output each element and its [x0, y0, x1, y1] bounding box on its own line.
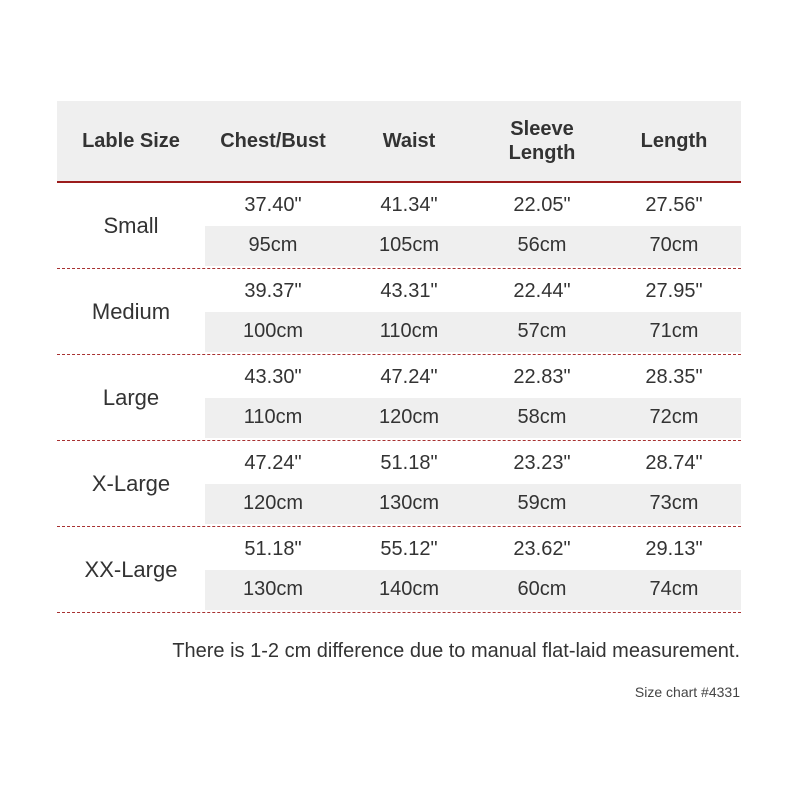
length-value: 28.35" — [645, 366, 703, 388]
length-value: 27.56" — [645, 194, 703, 216]
length-value: 29.13" — [645, 538, 703, 560]
table-row-cm — [205, 226, 741, 266]
length-value: 74cm — [649, 578, 699, 600]
chest-value: 51.18" — [244, 538, 302, 560]
length-value: 72cm — [649, 406, 699, 428]
table-row-cm — [205, 484, 741, 524]
table-row-cm — [205, 570, 741, 610]
size-name: XX-Large — [84, 556, 178, 582]
size-name: Medium — [91, 298, 171, 324]
waist-value: 110cm — [379, 320, 439, 342]
waist-value: 47.24" — [380, 366, 438, 388]
sleeve-value: 22.83" — [513, 366, 571, 388]
sleeve-value: 22.44" — [513, 280, 571, 302]
length-value: 27.95" — [645, 280, 703, 302]
header-sleeve-length — [477, 117, 607, 165]
header-length: Length — [640, 130, 708, 152]
chest-value: 43.30" — [244, 366, 302, 388]
sleeve-value: 58cm — [517, 406, 567, 428]
size-name: Large — [102, 384, 160, 410]
size-group-large — [57, 355, 741, 441]
sleeve-value: 23.62" — [513, 538, 571, 560]
sleeve-value: 57cm — [517, 320, 567, 342]
table-row-inches — [205, 358, 741, 398]
table-row-inches — [205, 272, 741, 312]
size-group-xx-large — [57, 527, 741, 613]
chest-value: 95cm — [248, 234, 298, 256]
waist-value: 140cm — [378, 578, 440, 600]
table-row-inches — [205, 186, 741, 226]
header-sleeve-line2: Length — [508, 142, 576, 164]
table-row-cm — [205, 398, 741, 438]
sleeve-value: 22.05" — [513, 194, 571, 216]
table-header — [57, 101, 741, 183]
header-chest: Chest/Bust — [220, 130, 326, 152]
waist-value: 51.18" — [380, 452, 438, 474]
waist-value: 55.12" — [380, 538, 438, 560]
sleeve-value: 23.23" — [513, 452, 571, 474]
length-value: 73cm — [649, 492, 699, 514]
length-value: 71cm — [649, 320, 699, 342]
size-name: Small — [103, 212, 159, 238]
chest-value: 100cm — [242, 320, 304, 342]
chest-value: 47.24" — [244, 452, 302, 474]
chest-value: 110cm — [243, 406, 303, 428]
waist-value: 120cm — [378, 406, 440, 428]
waist-value: 130cm — [378, 492, 440, 514]
chest-value: 37.40" — [244, 194, 302, 216]
waist-value: 43.31" — [380, 280, 438, 302]
header-sleeve-line1: Sleeve — [510, 118, 574, 140]
table-row-inches — [205, 530, 741, 570]
size-group-medium — [57, 269, 741, 355]
waist-value: 41.34" — [380, 194, 438, 216]
length-value: 28.74" — [645, 452, 703, 474]
chest-value: 130cm — [242, 578, 304, 600]
size-chart-table — [57, 101, 741, 613]
chest-value: 120cm — [242, 492, 304, 514]
table-row-cm — [205, 312, 741, 352]
chest-value: 39.37" — [244, 280, 302, 302]
sleeve-value: 59cm — [517, 492, 567, 514]
header-waist: Waist — [382, 130, 436, 152]
size-name: X-Large — [91, 470, 171, 496]
length-value: 70cm — [649, 234, 699, 256]
table-row-inches — [205, 444, 741, 484]
waist-value: 105cm — [378, 234, 440, 256]
sleeve-value: 56cm — [517, 234, 567, 256]
size-chart-id: Size chart #4331 — [634, 684, 740, 700]
size-group-small — [57, 183, 741, 269]
sleeve-value: 60cm — [517, 578, 567, 600]
measurement-note: There is 1-2 cm difference due to manual flat-laid measurement. — [172, 640, 740, 662]
size-group-x-large — [57, 441, 741, 527]
header-label-size: Lable Size — [82, 130, 180, 152]
